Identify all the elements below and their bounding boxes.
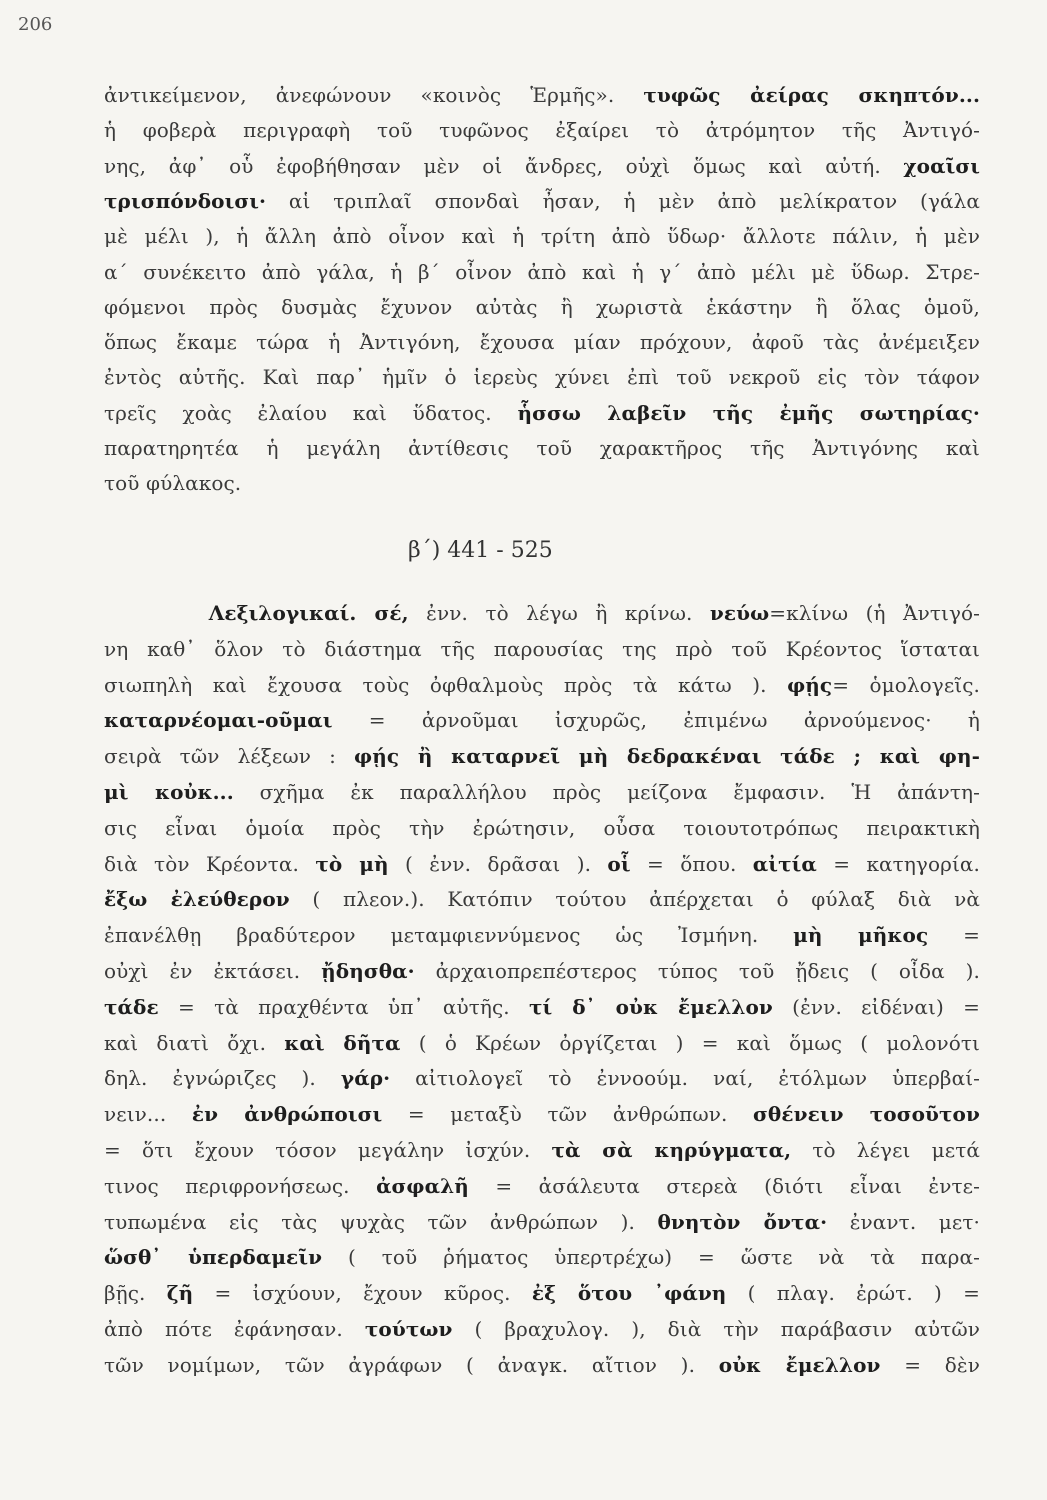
text-run: = ὁμολογεῖς.	[832, 672, 981, 697]
text-line	[104, 1173, 980, 1199]
text-run: (ἐνν. εἰδέναι) =	[772, 994, 980, 1019]
text-run: μὲ μέλι ), ἡ ἄλλη ἀπὸ οἶνον καὶ ἡ τρίτη ἀπὸ ὕδωρ· ἄλλοτε πάλιν, ἡ μὲν	[104, 224, 980, 249]
text-run: ἐπανέλθῃ βραδύτερον μεταμφιεννύμενος ὡς Ἰσμήνη.	[104, 923, 794, 948]
text-line	[104, 1065, 980, 1091]
bold-lemma: σθένειν τοσοῦτον	[753, 1102, 980, 1127]
bold-lemma: χοαῖσι	[903, 153, 980, 178]
text-line	[104, 1030, 980, 1056]
text-run: δηλ. ἐγνώριζες ).	[104, 1066, 341, 1091]
text-run: ἐντὸς αὐτῆς. Καὶ παρ᾽ ἡμῖν ὁ ἱερεὺς χύνει ἐπὶ τοῦ νεκροῦ εἰς τὸν τάφον	[104, 365, 980, 390]
text-run: = δὲν	[880, 1352, 980, 1377]
section-heading: β΄) 441 - 525	[408, 538, 553, 563]
text-run: ὅπως ἔκαμε τώρα ἡ Ἀντιγόνη, ἔχουσα μίαν πρόχουν, ἀφοῦ τὰς ἀνέμειξεν	[104, 330, 980, 355]
text-line	[104, 636, 980, 662]
bold-lemma: τούτων	[364, 1317, 453, 1341]
page-number: 206	[18, 14, 53, 35]
text-run	[104, 601, 209, 625]
text-line	[104, 994, 980, 1020]
text-run: = ἀρνοῦμαι ἰσχυρῶς, ἐπιμένω ἀρνούμενος· ἡ	[332, 708, 980, 733]
text-run: = κατηγορία.	[816, 851, 980, 876]
text-run: ( βραχυλογ. ), διὰ τὴν παράβασιν αὐτῶν	[452, 1317, 980, 1341]
bold-lemma: τὰ σὰ κηρύγματα,	[551, 1138, 792, 1162]
text-line	[104, 470, 980, 496]
bold-lemma: φῄς ἢ καταρνεῖ μὴ δεδρακέναι τάδε ; καὶ φη-	[354, 744, 980, 769]
text-run: =	[928, 923, 980, 948]
text-line	[104, 779, 980, 805]
text-run: ἀντικείμενον, ἀνεφώνουν «κοινὸς Ἑρμῆς».	[104, 83, 644, 107]
text-line	[104, 153, 980, 179]
text-run: σειρὰ τῶν λέξεων :	[104, 744, 355, 769]
text-run: = ὅτι ἔχουν τόσον μεγάλην ἰσχύν.	[104, 1138, 552, 1162]
text-line	[104, 117, 980, 143]
bold-lemma: τρισπόνδοισι·	[104, 188, 267, 213]
text-run: καὶ διατὶ ὄχι.	[104, 1030, 285, 1055]
text-run: νης, ἀφ᾽ οὗ ἐφοβήθησαν μὲν οἱ ἄνδρες, οὐχὶ ὅμως καὶ αὐτή.	[104, 153, 904, 178]
text-line	[104, 1209, 980, 1235]
bold-lemma: αἰτία	[752, 851, 817, 876]
text-run: νειν...	[104, 1102, 192, 1127]
text-line	[104, 329, 980, 355]
bold-lemma: οὐκ ἔμελλον	[718, 1352, 881, 1377]
bold-lemma: νεύω	[709, 601, 770, 625]
text-run: = ὅπου.	[630, 851, 753, 876]
text-run: ἐνν. τὸ λέγω ἢ κρίνω.	[408, 601, 710, 625]
bold-lemma: τυφῶς ἀείρας σκηπτόν...	[643, 83, 981, 107]
text-line	[104, 707, 980, 733]
text-line	[104, 1244, 980, 1270]
text-line	[104, 1280, 980, 1306]
text-line	[104, 851, 980, 877]
text-line	[104, 815, 980, 841]
bold-lemma: οἷ	[607, 851, 631, 876]
bold-lemma: θνητὸν ὄντα·	[657, 1209, 828, 1234]
bold-lemma: τὸ μὴ	[315, 851, 389, 876]
text-run: ( τοῦ ῥήματος ὑπερτρέχω) = ὥστε νὰ τὰ παρα-	[322, 1245, 980, 1270]
text-run: σχῆμα ἐκ παραλλήλου πρὸς μείζονα ἔμφασιν. Ἡ ἀπάντη-	[233, 780, 980, 804]
bold-lemma: ᾔδησθα·	[321, 959, 415, 983]
text-run: φόμενοι πρὸς δυσμὰς ἔχυνον αὐτὰς ἢ χωριστὰ ἑκάστην ἢ ὅλας ὁμοῦ,	[104, 294, 980, 319]
text-run: νη καθ᾽ ὅλον τὸ διάστημα τῆς παρουσίας της πρὸ τοῦ Κρέοντος ἵσταται	[104, 636, 980, 661]
text-run: παρατηρητέα ἡ μεγάλη ἀντίθεσις τοῦ χαρακτῆρος τῆς Ἀντιγόνης καὶ	[104, 436, 980, 460]
text-line	[104, 259, 980, 285]
text-line	[104, 1316, 980, 1342]
bold-lemma: τάδε	[104, 994, 159, 1019]
bold-lemma: μὶ κοὐκ...	[104, 780, 234, 804]
text-line	[104, 400, 980, 426]
text-run: τῶν νομίμων, τῶν ἀγράφων ( ἀναγκ. αἴτιον ).	[104, 1352, 719, 1377]
text-run: ( πλεον.). Κατόπιν τούτου ἀπέρχεται ὁ φύλαξ διὰ νὰ	[289, 887, 981, 912]
text-run: ἐναντ. μετ·	[827, 1209, 980, 1234]
text-line	[104, 958, 980, 984]
bold-lemma: γάρ·	[340, 1066, 391, 1091]
text-run: ἀπὸ πότε ἐφάνησαν.	[104, 1317, 365, 1341]
text-run: = μεταξὺ τῶν ἀνθρώπων.	[382, 1102, 754, 1127]
bold-lemma: ἐξ ὅτου ᾽φάνη	[531, 1281, 727, 1306]
text-run: σις εἶναι ὁμοία πρὸς τὴν ἐρώτησιν, οὖσα τοιουτοτρόπως πειρακτικὴ	[104, 815, 980, 840]
text-run: = τὰ πραχθέντα ὑπ᾽ αὐτῆς.	[158, 994, 529, 1019]
text-run: σιωπηλὴ καὶ ἔχουσα τοὺς ὀφθαλμοὺς πρὸς τὰ κάτω ).	[104, 672, 788, 697]
text-run: ἀρχαιοπρεπέστερος τύπος τοῦ ᾔδεις ( οἶδα ).	[414, 959, 980, 983]
bold-lemma: ὥσθ᾽ ὑπερδαμεῖν	[104, 1245, 323, 1270]
text-run: αἰτιολογεῖ τὸ ἐννοούμ. ναί, ἐτόλμων ὑπερβαί-	[390, 1066, 980, 1091]
bold-lemma: τί δ᾽ οὐκ ἔμελλον	[529, 994, 773, 1019]
text-line	[104, 435, 980, 461]
bold-lemma: ζῆ	[166, 1281, 194, 1306]
text-line	[104, 922, 980, 948]
text-run: αἱ τριπλαῖ σπονδαὶ ἦσαν, ἡ μὲν ἀπὸ μελίκρατον (γάλα	[266, 188, 980, 213]
text-line	[104, 672, 980, 698]
text-line	[104, 886, 980, 912]
text-run: τρεῖς χοὰς ἐλαίου καὶ ὕδατος.	[104, 400, 518, 425]
text-line	[104, 1137, 980, 1163]
text-run: τοῦ φύλακος.	[104, 471, 242, 496]
text-run: ( πλαγ. ἐρώτ. ) =	[726, 1281, 980, 1306]
bold-lemma: ἐν ἀνθρώποισι	[191, 1102, 383, 1127]
bold-lemma: Λεξιλογικαί. σέ,	[208, 601, 409, 625]
text-run: τὸ λέγει μετά	[791, 1138, 980, 1162]
bold-lemma: μὴ μῆκος	[793, 923, 929, 948]
text-run: =κλίνω (ἡ Ἀντιγό-	[769, 601, 980, 625]
text-run: τινος περιφρονήσεως.	[104, 1173, 377, 1198]
text-line	[104, 1352, 980, 1378]
text-run: ( ἐνν. δρᾶσαι ).	[388, 851, 608, 876]
bold-lemma: καὶ δῆτα	[284, 1030, 401, 1055]
text-line	[104, 364, 980, 390]
text-run: διὰ τὸν Κρέοντα.	[104, 851, 316, 876]
bold-lemma: ἀσφαλῆ	[376, 1173, 469, 1198]
bold-lemma: καταρνέομαι-οῦμαι	[104, 708, 333, 733]
text-run: = ἀσάλευτα στερεὰ (διότι εἶναι ἐντε-	[468, 1173, 980, 1198]
text-line	[104, 294, 980, 320]
text-line	[104, 223, 980, 249]
bold-lemma: φῄς	[787, 672, 833, 697]
text-line	[104, 82, 980, 108]
text-run: α΄ συνέκειτο ἀπὸ γάλα, ἡ β΄ οἶνον ἀπὸ καὶ ἡ γ΄ ἀπὸ μέλι μὲ ὕδωρ. Στρε-	[104, 259, 980, 284]
text-line	[104, 743, 980, 769]
text-line	[104, 1101, 980, 1127]
text-run: ἡ φοβερὰ περιγραφὴ τοῦ τυφῶνος ἐξαίρει τὸ ἀτρόμητον τῆς Ἀντιγό-	[104, 118, 980, 143]
bold-lemma: ἧσσω λαβεῖν τῆς ἐμῆς σωτηρίας·	[517, 400, 980, 425]
text-run: = ἰσχύουν, ἔχουν κῦρος.	[193, 1281, 532, 1306]
bold-lemma: ἔξω ἐλεύθερον	[104, 887, 290, 912]
text-run: ( ὁ Κρέων ὀργίζεται ) = καὶ ὅμως ( μολονότι	[400, 1030, 980, 1055]
text-run: τυπωμένα εἰς τὰς ψυχὰς τῶν ἀνθρώπων ).	[104, 1209, 658, 1234]
text-line	[104, 188, 980, 214]
text-line	[104, 600, 980, 626]
text-run: βῇς.	[104, 1281, 167, 1306]
text-run: οὐχὶ ἐν ἐκτάσει.	[104, 959, 322, 983]
